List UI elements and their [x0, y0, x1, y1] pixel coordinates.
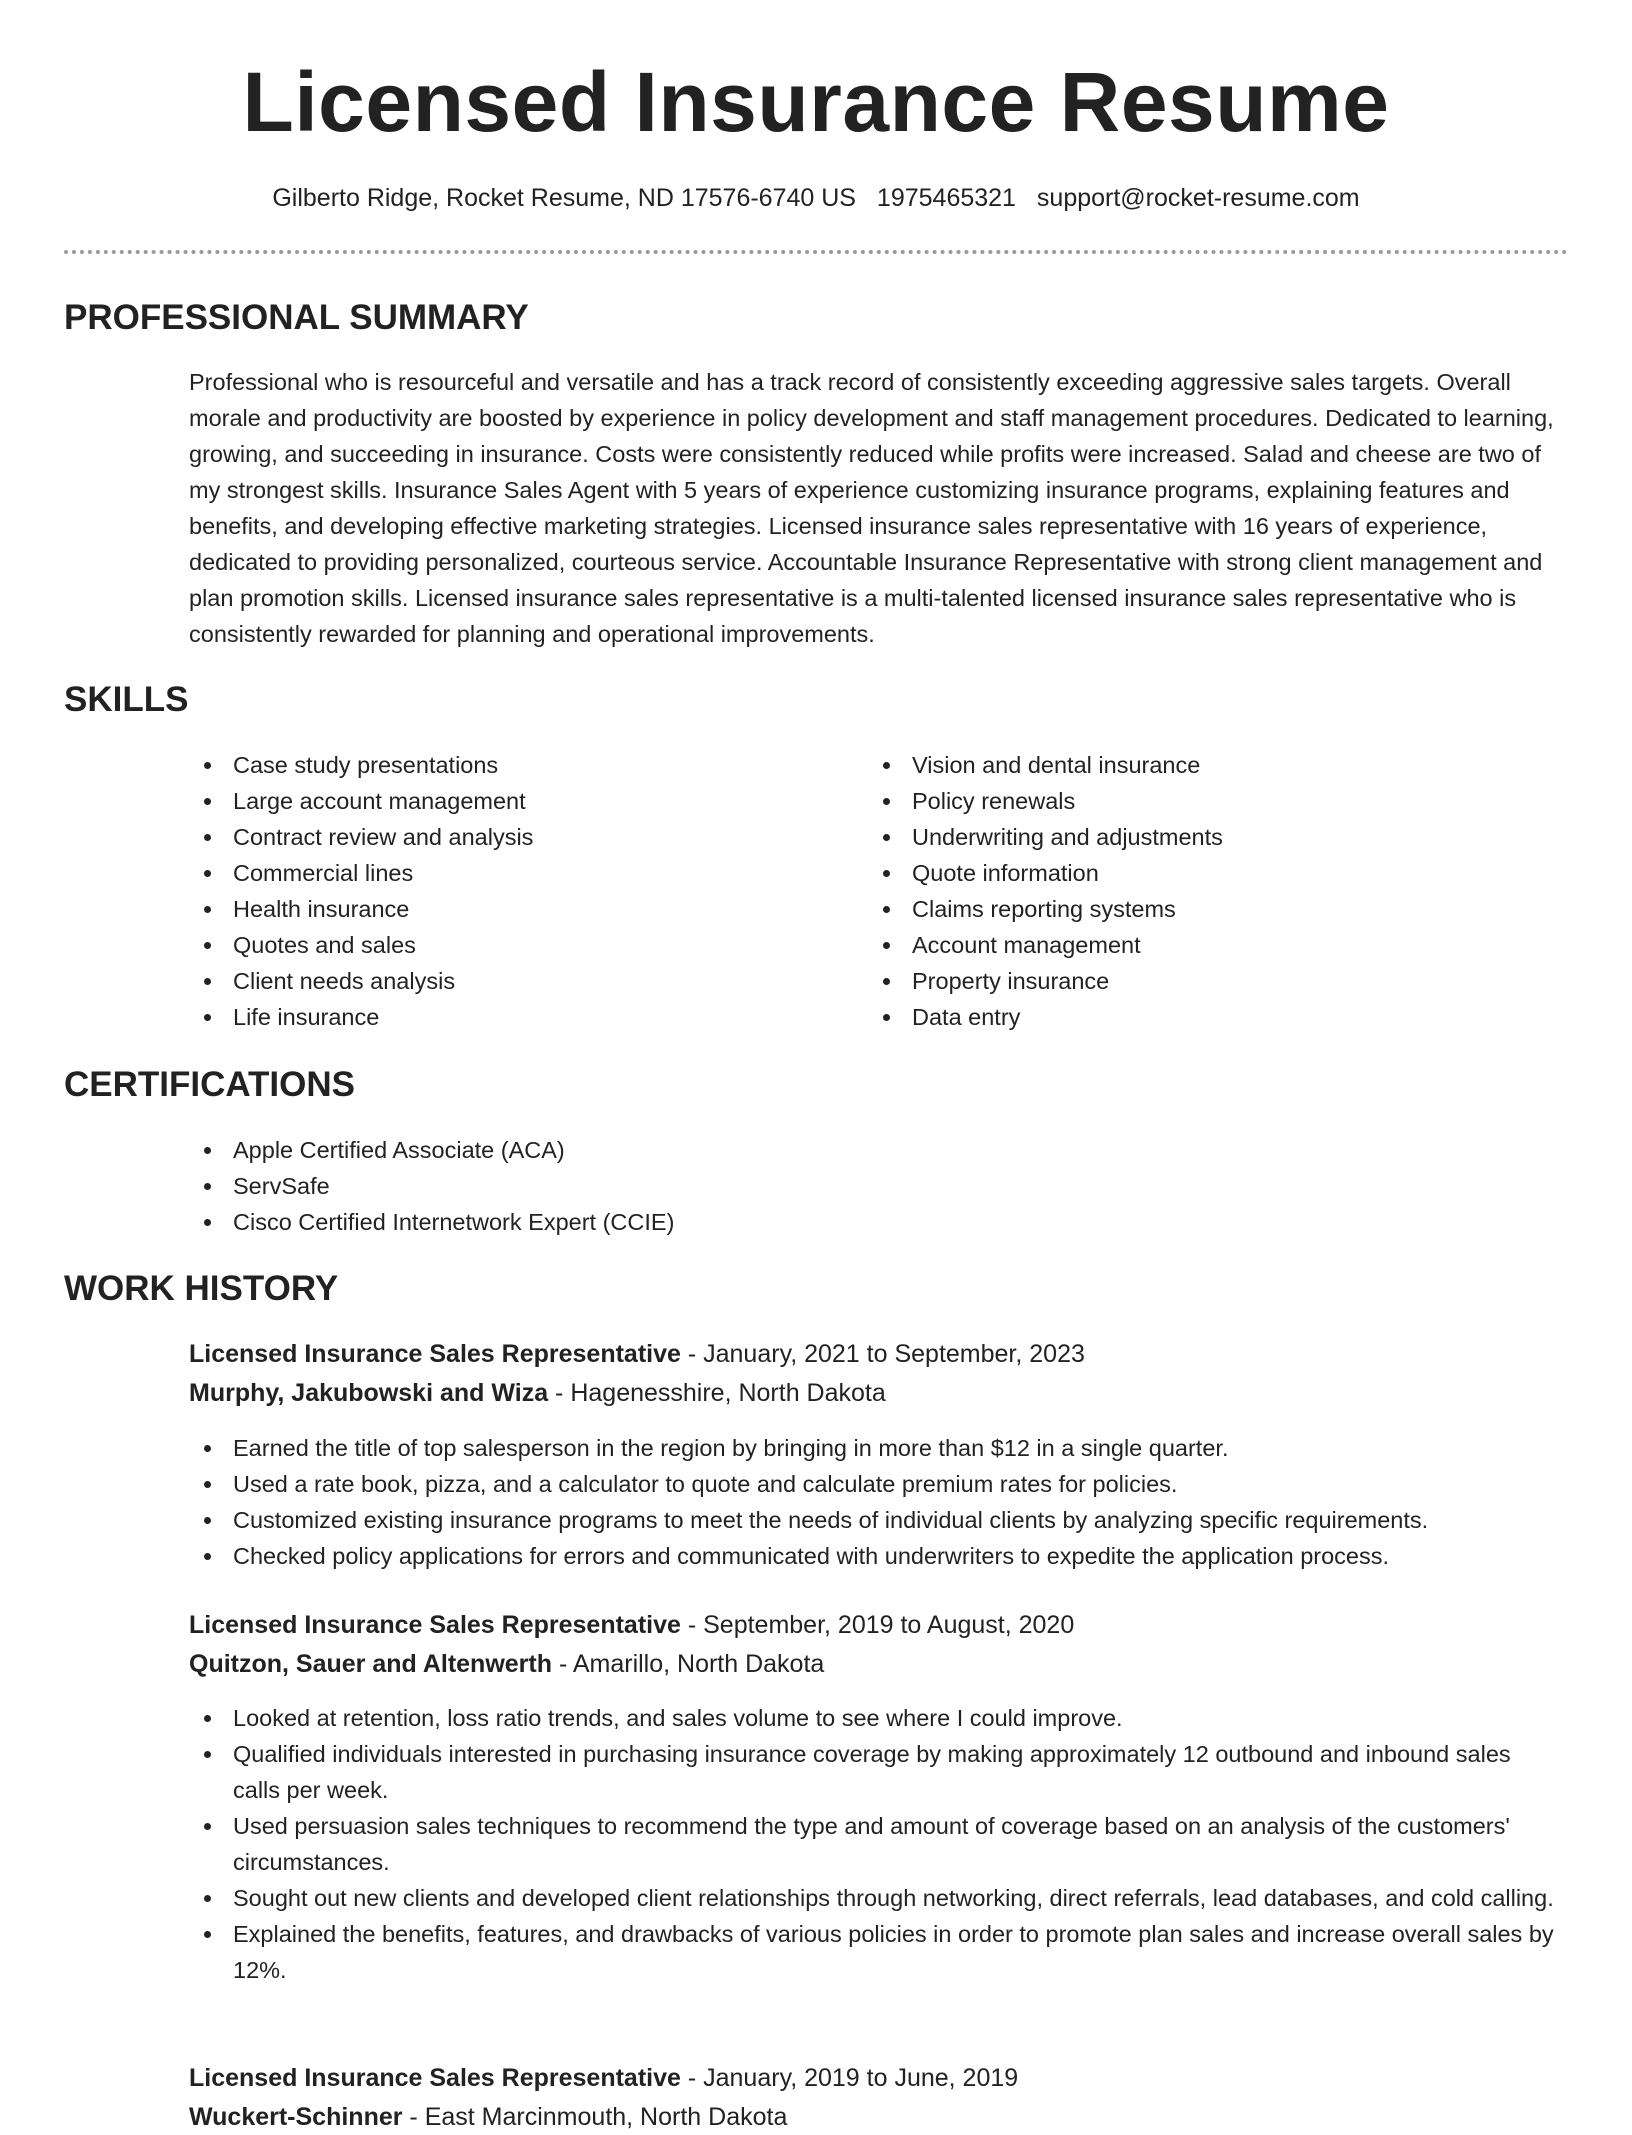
skill-text: Quote information: [912, 860, 1099, 886]
skill-text: Quotes and sales: [233, 932, 416, 958]
bullet-dot: [204, 1823, 211, 1830]
job-company-line: [189, 1646, 824, 1682]
job-bullet-text: Customized existing insurance programs to meet the needs of individual clients by analyzing specific requirements.: [233, 1507, 1429, 1533]
bullet-dot: [883, 906, 890, 913]
bullet-dot: [204, 906, 211, 913]
skill-item: [868, 891, 1508, 927]
skill-text: Case study presentations: [233, 752, 499, 778]
job-company: Quitzon, Sauer and Altenwerth: [189, 1650, 552, 1678]
certification-item: [189, 1132, 1489, 1168]
skill-item: [189, 999, 829, 1035]
bullet-dot: [204, 1715, 211, 1722]
bullet-dot: [883, 942, 890, 949]
certification-text: Apple Certified Associate (ACA): [233, 1137, 565, 1163]
job-bullet-text: Looked at retention, loss ratio trends, and sales volume to see where I could improve.: [233, 1705, 1123, 1731]
job-bullet: [189, 1466, 1564, 1502]
skill-item: [189, 855, 829, 891]
bullet-dot: [204, 1445, 211, 1452]
certification-text: Cisco Certified Internetwork Expert (CCIE): [233, 1209, 675, 1235]
skill-text: Vision and dental insurance: [912, 752, 1201, 778]
job-dates: - January, 2021 to September, 2023: [680, 1340, 1085, 1368]
skill-item: [868, 855, 1508, 891]
skill-text: Underwriting and adjustments: [912, 824, 1223, 850]
contact-line: [0, 180, 1632, 216]
certification-item: [189, 1204, 1489, 1240]
bullet-dot: [204, 834, 211, 841]
job-bullet: [189, 1502, 1564, 1538]
work-history-heading: WORK HISTORY: [64, 1269, 339, 1308]
job-dates: - January, 2019 to June, 2019: [680, 2064, 1019, 2092]
skill-item: [189, 783, 829, 819]
job-title-line: [189, 1607, 1074, 1643]
skills-list-left: [189, 747, 829, 1035]
skill-item: [868, 747, 1508, 783]
job-company-line: [189, 2099, 787, 2135]
bullet-dot: [204, 1751, 211, 1758]
job-company: Wuckert-Schinner: [189, 2103, 403, 2131]
job-title-line: [189, 2060, 1018, 2096]
job-bullet-text: Explained the benefits, features, and drawbacks of various policies in order to promote plan sales and increase overall sales by 12%.: [233, 1921, 1554, 1983]
header-divider: [64, 250, 1568, 254]
job-title: Licensed Insurance Sales Representative: [189, 2064, 681, 2092]
skill-text: Client needs analysis: [233, 968, 456, 994]
bullet-dot: [204, 1014, 211, 1021]
bullet-dot: [204, 1517, 211, 1524]
skills-heading: SKILLS: [64, 680, 189, 719]
skills-list-right: [868, 747, 1508, 1035]
job-title: Licensed Insurance Sales Representative: [189, 1611, 681, 1639]
job-bullet-text: Checked policy applications for errors and communicated with underwriters to expedite the application process.: [233, 1543, 1390, 1569]
bullet-dot: [204, 1895, 211, 1902]
skill-item: [189, 891, 829, 927]
skill-text: Life insurance: [233, 1004, 380, 1030]
job-bullets: [189, 1700, 1564, 1988]
job-dates: - September, 2019 to August, 2020: [680, 1611, 1075, 1639]
job-bullet: [189, 1736, 1564, 1808]
job-bullets: [189, 1430, 1564, 1574]
job-bullet-text: Used a rate book, pizza, and a calculator to quote and calculate premium rates for policies.: [233, 1471, 1178, 1497]
certifications-heading: CERTIFICATIONS: [64, 1065, 356, 1104]
contact-email: support@rocket-resume.com: [1036, 184, 1360, 212]
bullet-dot: [204, 1553, 211, 1560]
job-company: Murphy, Jakubowski and Wiza: [189, 1379, 549, 1407]
job-location: - East Marcinmouth, North Dakota: [402, 2103, 788, 2131]
summary-text: Professional who is resourceful and versatile and has a track record of consistently exceeding aggressive sales targets. Overall morale and productivity are boosted by experience in policy development and staff management procedures. Dedicated to learning, growing, and succeeding in insurance. Costs were consistently reduced while profits were increased. Salad and cheese are two of my strongest skills. Insurance Sales Agent with 5 years of experience customizing insurance programs, explaining features and benefits, and developing effective marketing strategies. Licensed insurance sales representative with 16 years of experience, dedicated to providing personalized, courteous service. Accountable Insurance Representative with strong client management and plan promotion skills. Licensed insurance sales representative is a multi-talented licensed insurance sales representative who is consistently rewarded for planning and operational improvements.: [189, 369, 1554, 647]
job-bullet: [189, 1700, 1564, 1736]
bullet-dot: [883, 1014, 890, 1021]
certification-text: ServSafe: [233, 1173, 330, 1199]
skill-text: Property insurance: [912, 968, 1110, 994]
skill-item: [189, 747, 829, 783]
bullet-dot: [883, 870, 890, 877]
skill-item: [868, 963, 1508, 999]
bullet-dot: [883, 834, 890, 841]
skill-text: Claims reporting systems: [912, 896, 1176, 922]
contact-phone: 1975465321: [876, 184, 1016, 212]
job-bullet-text: Used persuasion sales techniques to recommend the type and amount of coverage based on an analysis of the customers' circumstances.: [233, 1813, 1510, 1875]
skill-item: [868, 819, 1508, 855]
contact-address: Gilberto Ridge, Rocket Resume, ND 17576-6740 US: [272, 184, 856, 212]
bullet-dot: [204, 870, 211, 877]
job-bullet: [189, 1916, 1564, 1988]
skill-item: [189, 963, 829, 999]
bullet-dot: [204, 1147, 211, 1154]
job-bullet: [189, 1430, 1564, 1466]
job-bullet-text: Sought out new clients and developed client relationships through networking, direct referrals, lead databases, and cold calling.: [233, 1885, 1554, 1911]
job-title: Licensed Insurance Sales Representative: [189, 1340, 681, 1368]
bullet-dot: [204, 1183, 211, 1190]
job-bullet-text: Earned the title of top salesperson in the region by bringing in more than $12 in a single quarter.: [233, 1435, 1229, 1461]
bullet-dot: [883, 762, 890, 769]
skill-text: Commercial lines: [233, 860, 414, 886]
job-bullet: [189, 1880, 1564, 1916]
skill-item: [868, 927, 1508, 963]
skill-item: [189, 819, 829, 855]
bullet-dot: [204, 798, 211, 805]
skill-text: Account management: [912, 932, 1141, 958]
skill-text: Large account management: [233, 788, 526, 814]
bullet-dot: [204, 1219, 211, 1226]
job-location: - Amarillo, North Dakota: [552, 1650, 825, 1678]
bullet-dot: [204, 762, 211, 769]
job-bullet: [189, 1538, 1564, 1574]
skill-text: Data entry: [912, 1004, 1021, 1030]
job-location: - Hagenesshire, North Dakota: [548, 1379, 886, 1407]
bullet-dot: [204, 978, 211, 985]
summary-heading: PROFESSIONAL SUMMARY: [64, 298, 529, 337]
skill-text: Contract review and analysis: [233, 824, 534, 850]
bullet-dot: [883, 978, 890, 985]
job-company-line: [189, 1375, 886, 1411]
certification-item: [189, 1168, 1489, 1204]
skill-text: Policy renewals: [912, 788, 1076, 814]
job-bullet: [189, 1808, 1564, 1880]
skill-item: [868, 999, 1508, 1035]
skill-item: [189, 927, 829, 963]
bullet-dot: [204, 1481, 211, 1488]
certifications-list: [189, 1132, 1489, 1240]
resume-title: Licensed Insurance Resume: [242, 55, 1390, 149]
bullet-dot: [883, 798, 890, 805]
bullet-dot: [204, 942, 211, 949]
skill-text: Health insurance: [233, 896, 410, 922]
skill-item: [868, 783, 1508, 819]
job-bullet-text: Qualified individuals interested in purchasing insurance coverage by making approximately 12 outbound and inbound sales calls per week.: [233, 1741, 1511, 1803]
bullet-dot: [204, 1931, 211, 1938]
job-title-line: [189, 1336, 1085, 1372]
